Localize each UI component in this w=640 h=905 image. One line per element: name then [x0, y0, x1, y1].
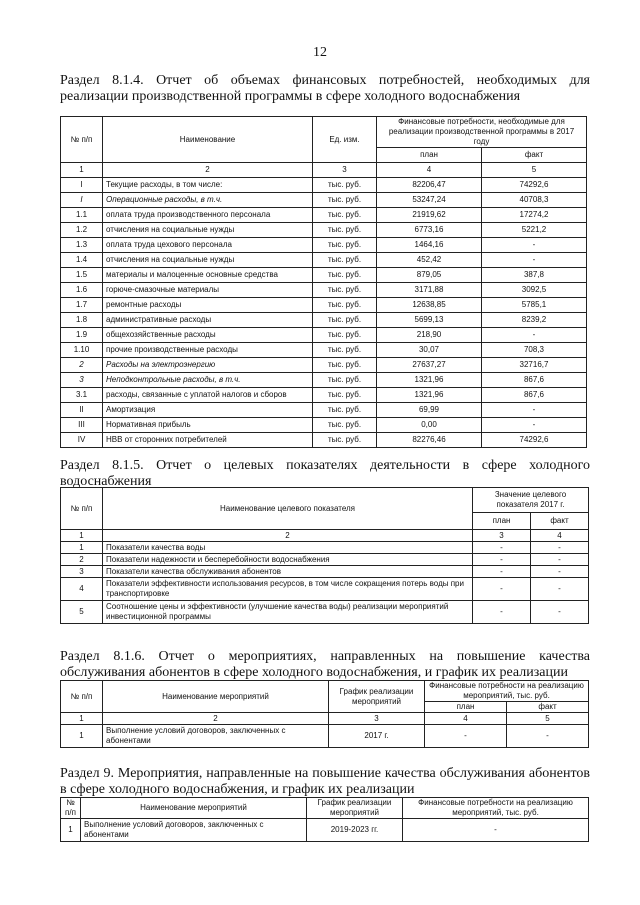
- row-num: 3.1: [61, 388, 103, 403]
- target-indicators-table: [60, 487, 589, 624]
- col-schedule-header: График реализации мероприятий: [307, 798, 403, 819]
- row-name: Расходы на электроэнергию: [103, 358, 313, 373]
- col-value-header: Значение целевого показателя 2017 г.: [473, 488, 589, 513]
- row-plan: 6773,16: [377, 223, 482, 238]
- row-fact: -: [482, 253, 587, 268]
- row-fact: 40708,3: [482, 193, 587, 208]
- row-fact: -: [531, 578, 589, 601]
- table-row: [61, 328, 587, 343]
- row-name: Нормативная прибыль: [103, 418, 313, 433]
- row-name: НВВ от сторонних потребителей: [103, 433, 313, 448]
- table-row: [61, 358, 587, 373]
- section-8-1-4-title: Раздел 8.1.4. Отчет об объемах финансовых потребностей, необходимых для реализации производственной программы в сфере холодного водоснабжения: [60, 73, 590, 104]
- row-num: 1.3: [61, 238, 103, 253]
- row-name: Показатели качества воды: [103, 542, 473, 554]
- row-plan: 452,42: [377, 253, 482, 268]
- row-fact: 8239,2: [482, 313, 587, 328]
- col-fin-header: Финансовые потребности, необходимые для реализации производственной программы в 2017 году: [377, 117, 587, 148]
- col-name-header: Наименование мероприятий: [103, 681, 329, 713]
- row-fact: 17274,2: [482, 208, 587, 223]
- row-plan: 1321,96: [377, 373, 482, 388]
- table-row: [61, 403, 587, 418]
- column-index-row: [61, 530, 589, 542]
- column-index-row: [61, 163, 587, 178]
- table-row: [61, 268, 587, 283]
- row-unit: тыс. руб.: [313, 298, 377, 313]
- table-row: [61, 601, 589, 624]
- row-name: административные расходы: [103, 313, 313, 328]
- row-plan: -: [473, 554, 531, 566]
- row-unit: тыс. руб.: [313, 208, 377, 223]
- section-8-1-6-title: Раздел 8.1.6. Отчет о мероприятиях, направленных на повышение качества обслуживания абонентов в сфере холодного водоснабжения, и график их реализации: [60, 649, 590, 680]
- row-unit: тыс. руб.: [313, 328, 377, 343]
- table-row: [61, 566, 589, 578]
- row-name: Показатели качества обслуживания абонентов: [103, 566, 473, 578]
- table-row: [61, 238, 587, 253]
- row-plan: 21919,62: [377, 208, 482, 223]
- col-num-header: № п/п: [61, 681, 103, 713]
- table-row: [61, 373, 587, 388]
- row-num: IV: [61, 433, 103, 448]
- row-name: Показатели надежности и бесперебойности водоснабжения: [103, 554, 473, 566]
- index-cell: 2: [103, 530, 473, 542]
- row-unit: тыс. руб.: [313, 433, 377, 448]
- row-fact: 74292,6: [482, 433, 587, 448]
- table-row: [61, 283, 587, 298]
- table-row: [61, 208, 587, 223]
- index-cell: 2: [103, 163, 313, 178]
- row-plan: 12638,85: [377, 298, 482, 313]
- row-name: материалы и малоценные основные средства: [103, 268, 313, 283]
- row-fact: -: [531, 601, 589, 624]
- row-num: 1: [61, 819, 81, 842]
- row-name: Выполнение условий договоров, заключенных с абонентами: [81, 819, 307, 842]
- row-plan: 27637,27: [377, 358, 482, 373]
- col-num-header: № п/п: [61, 117, 103, 163]
- section-9-title: Раздел 9. Мероприятия, направленные на повышение качества обслуживания абонентов в сфере холодного водоснабжения, и график их реализации: [60, 766, 590, 797]
- index-cell: 2: [103, 713, 329, 725]
- row-fact: 387,8: [482, 268, 587, 283]
- row-plan: 1464,16: [377, 238, 482, 253]
- row-unit: тыс. руб.: [313, 283, 377, 298]
- table-row: [61, 418, 587, 433]
- row-plan: -: [425, 725, 507, 748]
- table-row: [61, 725, 589, 748]
- row-num: 1.4: [61, 253, 103, 268]
- page-number: 12: [313, 45, 327, 60]
- row-unit: тыс. руб.: [313, 343, 377, 358]
- row-fact: 867,6: [482, 373, 587, 388]
- col-name-header: Наименование мероприятий: [81, 798, 307, 819]
- row-num: 3: [61, 566, 103, 578]
- index-cell: 3: [329, 713, 425, 725]
- row-name: Соотношение цены и эффективности (улучшение качества воды) реализации мероприятий инвестиционной программы: [103, 601, 473, 624]
- row-num: 1.8: [61, 313, 103, 328]
- row-fact: 3092,5: [482, 283, 587, 298]
- row-plan: -: [473, 601, 531, 624]
- row-plan: 1321,96: [377, 388, 482, 403]
- col-fin-header: Финансовые потребности на реализацию мероприятий, тыс. руб.: [425, 681, 589, 702]
- financial-needs-table: [60, 116, 587, 448]
- row-num: I: [61, 178, 103, 193]
- row-num: 1.9: [61, 328, 103, 343]
- row-unit: тыс. руб.: [313, 238, 377, 253]
- col-schedule-header: График реализации мероприятий: [329, 681, 425, 713]
- index-cell: 4: [377, 163, 482, 178]
- row-plan: 82276,46: [377, 433, 482, 448]
- row-num: 1.2: [61, 223, 103, 238]
- row-num: 1.7: [61, 298, 103, 313]
- row-unit: тыс. руб.: [313, 223, 377, 238]
- row-schedule: 2019-2023 гг.: [307, 819, 403, 842]
- row-num: III: [61, 418, 103, 433]
- index-cell: 1: [61, 530, 103, 542]
- row-num: I: [61, 193, 103, 208]
- table-row: [61, 343, 587, 358]
- row-num: 1.10: [61, 343, 103, 358]
- table-row: [61, 298, 587, 313]
- measures-report-table: [60, 680, 589, 748]
- row-plan: -: [473, 542, 531, 554]
- row-num: 1: [61, 542, 103, 554]
- col-unit-header: Ед. изм.: [313, 117, 377, 163]
- row-num: 3: [61, 373, 103, 388]
- row-fact: -: [531, 542, 589, 554]
- section-8-1-5-title: Раздел 8.1.5. Отчет о целевых показателях деятельности в сфере холодного водоснабжения: [60, 458, 590, 489]
- row-plan: -: [473, 578, 531, 601]
- row-name: Текущие расходы, в том числе:: [103, 178, 313, 193]
- row-name: Показатели эффективности использования ресурсов, в том числе сокращения потерь воды при транспортировке: [103, 578, 473, 601]
- row-fact: -: [482, 418, 587, 433]
- table-row: [61, 819, 589, 842]
- index-cell: 5: [507, 713, 589, 725]
- row-num: 5: [61, 601, 103, 624]
- row-num: 1.6: [61, 283, 103, 298]
- row-num: 1: [61, 725, 103, 748]
- row-name: оплата труда производственного персонала: [103, 208, 313, 223]
- row-unit: тыс. руб.: [313, 313, 377, 328]
- index-cell: 1: [61, 163, 103, 178]
- row-fact: 708,3: [482, 343, 587, 358]
- row-plan: 3171,88: [377, 283, 482, 298]
- table-row: [61, 578, 589, 601]
- col-fact-header: факт: [507, 702, 589, 713]
- row-unit: тыс. руб.: [313, 403, 377, 418]
- row-plan: 879,05: [377, 268, 482, 283]
- row-fact: 867,6: [482, 388, 587, 403]
- row-fact: 32716,7: [482, 358, 587, 373]
- row-plan: 218,90: [377, 328, 482, 343]
- row-name: горюче-смазочные материалы: [103, 283, 313, 298]
- col-fact-header: факт: [531, 513, 589, 530]
- row-fin: -: [403, 819, 589, 842]
- index-cell: 4: [531, 530, 589, 542]
- index-cell: 1: [61, 713, 103, 725]
- index-cell: 4: [425, 713, 507, 725]
- index-cell: 5: [482, 163, 587, 178]
- table-row: [61, 178, 587, 193]
- table-row: [61, 313, 587, 328]
- row-plan: 30,07: [377, 343, 482, 358]
- row-fact: 74292,6: [482, 178, 587, 193]
- row-name: Неподконтрольные расходы, в т.ч.: [103, 373, 313, 388]
- row-num: 2: [61, 554, 103, 566]
- row-unit: тыс. руб.: [313, 418, 377, 433]
- row-fact: -: [507, 725, 589, 748]
- col-name-header: Наименование целевого показателя: [103, 488, 473, 530]
- row-unit: тыс. руб.: [313, 268, 377, 283]
- row-plan: 82206,47: [377, 178, 482, 193]
- index-cell: 3: [473, 530, 531, 542]
- row-fact: -: [482, 403, 587, 418]
- table-row: [61, 223, 587, 238]
- col-num-header: № п/п: [61, 488, 103, 530]
- row-num: 4: [61, 578, 103, 601]
- row-plan: 69,99: [377, 403, 482, 418]
- row-fact: 5785,1: [482, 298, 587, 313]
- row-name: общехозяйственные расходы: [103, 328, 313, 343]
- col-plan-header: план: [473, 513, 531, 530]
- row-unit: тыс. руб.: [313, 388, 377, 403]
- col-plan-header: план: [425, 702, 507, 713]
- row-schedule: 2017 г.: [329, 725, 425, 748]
- row-unit: тыс. руб.: [313, 253, 377, 268]
- row-unit: тыс. руб.: [313, 178, 377, 193]
- row-name: Амортизация: [103, 403, 313, 418]
- row-num: 2: [61, 358, 103, 373]
- col-plan-header: план: [377, 148, 482, 163]
- row-plan: -: [473, 566, 531, 578]
- col-fact-header: факт: [482, 148, 587, 163]
- col-num-header: № п/п: [61, 798, 81, 819]
- row-unit: тыс. руб.: [313, 193, 377, 208]
- row-unit: тыс. руб.: [313, 373, 377, 388]
- row-plan: 5699,13: [377, 313, 482, 328]
- col-fin-header: Финансовые потребности на реализацию мероприятий, тыс. руб.: [403, 798, 589, 819]
- table-row: [61, 554, 589, 566]
- row-name: Операционные расходы, в т.ч.: [103, 193, 313, 208]
- index-cell: 3: [313, 163, 377, 178]
- column-index-row: [61, 713, 589, 725]
- col-name-header: Наименование: [103, 117, 313, 163]
- row-num: 1.1: [61, 208, 103, 223]
- table-row: [61, 193, 587, 208]
- row-name: отчисления на социальные нужды: [103, 223, 313, 238]
- planned-measures-table: [60, 797, 589, 842]
- row-name: оплата труда цехового персонала: [103, 238, 313, 253]
- table-row: [61, 433, 587, 448]
- row-name: расходы, связанные с уплатой налогов и сборов: [103, 388, 313, 403]
- row-fact: -: [482, 328, 587, 343]
- row-fact: -: [531, 566, 589, 578]
- row-name: отчисления на социальные нужды: [103, 253, 313, 268]
- row-name: прочие производственные расходы: [103, 343, 313, 358]
- row-fact: -: [531, 554, 589, 566]
- table-row: [61, 542, 589, 554]
- row-unit: тыс. руб.: [313, 358, 377, 373]
- row-fact: 5221,2: [482, 223, 587, 238]
- row-plan: 0,00: [377, 418, 482, 433]
- table-row: [61, 388, 587, 403]
- row-name: Выполнение условий договоров, заключенных с абонентами: [103, 725, 329, 748]
- row-num: II: [61, 403, 103, 418]
- row-fact: -: [482, 238, 587, 253]
- table-row: [61, 253, 587, 268]
- row-num: 1.5: [61, 268, 103, 283]
- row-plan: 53247,24: [377, 193, 482, 208]
- row-name: ремонтные расходы: [103, 298, 313, 313]
